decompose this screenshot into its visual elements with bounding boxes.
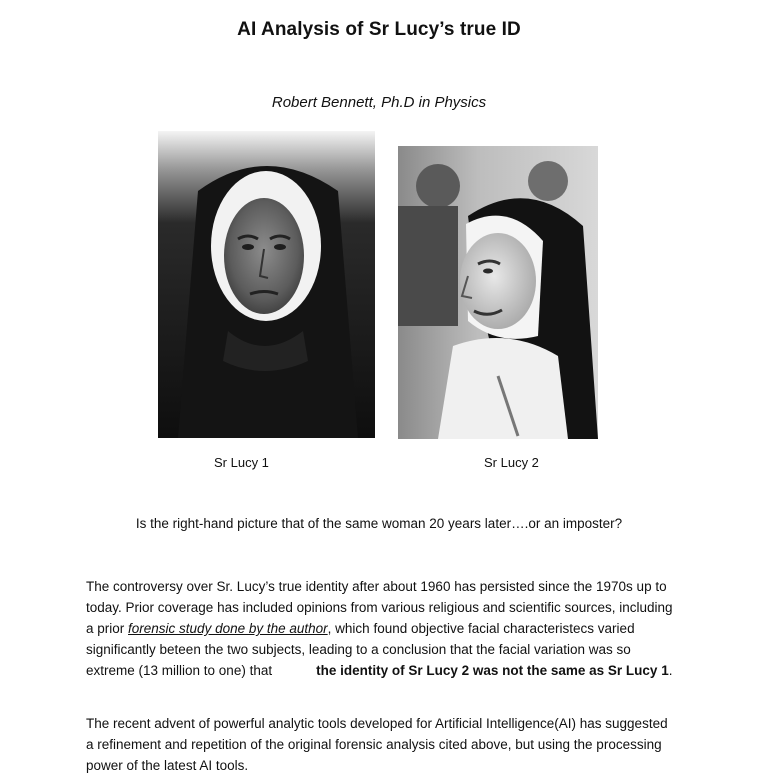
forensic-study-link[interactable]: forensic study done by the author (128, 621, 328, 636)
paragraph-1-text-a: The controversy over Sr. Lucy’s true identity after about 1960 has persisted since the 1970s up to today. Prior coverage has included opinions from various religious and scientific sources, including a prior (86, 579, 673, 636)
figure-caption-2: Sr Lucy 2 (484, 455, 539, 470)
paragraph-2: The recent advent of powerful analytic tools developed for Artificial Intelligence(AI) has suggested a refinement and repetition of the original forensic analysis cited above, but using the processing power of the latest AI tools. (86, 716, 668, 773)
paragraph-1 (86, 576, 676, 681)
sr-lucy-2-photo (398, 146, 598, 439)
question-text: Is the right-hand picture that of the same woman 20 years later….or an imposter? (135, 516, 623, 531)
sr-lucy-1-photo (158, 131, 375, 438)
paragraph-1-conclusion: the identity of Sr Lucy 2 was not the same as Sr Lucy 1 (316, 663, 669, 678)
paragraph-1-text-b: , which found objective facial characteristecs varied significantly beteen the two subjects, leading to a conclusion that the facial variation was so extreme (13 million to one) that (86, 621, 635, 678)
paragraph-1-text-c: . (668, 663, 673, 678)
author-line: Robert Bennett, Ph.D in Physics (271, 94, 487, 111)
page-title: AI Analysis of Sr Lucy’s true ID (237, 19, 521, 40)
figure-caption-1: Sr Lucy 1 (214, 455, 269, 470)
